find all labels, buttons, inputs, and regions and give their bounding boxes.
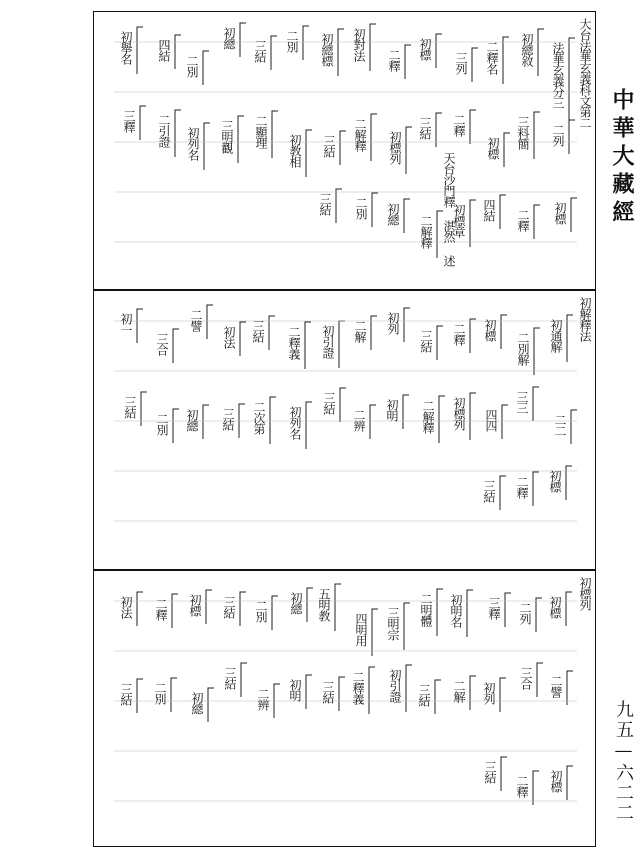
outline-entry: 二辨	[352, 409, 366, 431]
bracket-line	[307, 588, 313, 622]
bracket-line	[272, 111, 278, 158]
bracket-line	[303, 26, 309, 60]
bracket-line	[173, 329, 179, 363]
bracket-line	[470, 676, 476, 710]
outline-entry: 初總敘	[520, 33, 534, 66]
outline-entry: 二顯理	[254, 115, 268, 148]
outline-entry: 初法	[119, 596, 133, 618]
outline-entry: 三結	[417, 684, 431, 706]
bracket-line	[404, 199, 410, 233]
outline-entry: 初列	[386, 312, 400, 334]
bracket-line	[203, 405, 209, 439]
outline-entry: 初標	[483, 319, 497, 341]
outline-entry: 三結	[321, 681, 335, 703]
outline-entry: 三結	[223, 667, 237, 689]
outline-entry: 初總	[386, 203, 400, 225]
bracket-line	[171, 678, 177, 712]
outline-entry: 初標	[549, 770, 563, 792]
outline-entry: 二釋	[387, 49, 401, 71]
outline-entry: 三結	[119, 683, 133, 705]
outline-entry: 初標	[553, 202, 567, 224]
outline-entry: 三料簡	[516, 116, 530, 149]
bracket-line	[534, 112, 540, 159]
bracket-line	[504, 133, 510, 167]
bracket-line	[175, 35, 181, 69]
bracket-line	[470, 110, 476, 144]
bracket-line	[500, 195, 506, 229]
outline-entry: 二解釋	[353, 118, 367, 151]
bracket-line	[439, 396, 445, 443]
outline-entry: 三釋	[487, 597, 501, 619]
bracket-line	[567, 766, 573, 800]
outline-entry: 二列	[518, 602, 532, 624]
bracket-line	[241, 663, 247, 697]
bracket-line	[340, 131, 346, 165]
bracket-line	[569, 120, 575, 154]
outline-entry: 初標	[486, 137, 500, 159]
bracket-line	[175, 110, 181, 157]
bracket-line	[335, 584, 341, 631]
outline-entry: 三結	[419, 330, 433, 352]
canon-title: 中華大藏經	[609, 88, 635, 228]
outline-entry: 二別解	[516, 332, 530, 365]
panel-header: 大台法華玄義科文第二	[578, 18, 592, 128]
bracket-line	[370, 405, 376, 439]
outline-entry: 二二	[553, 414, 567, 436]
bracket-line	[472, 48, 478, 82]
bracket-line	[371, 114, 377, 161]
outline-entry: 初引證	[388, 669, 402, 702]
bracket-line	[571, 198, 577, 232]
outline-entry: 二明體	[419, 593, 433, 626]
bracket-line	[501, 315, 507, 349]
outline-entry: 二譬	[549, 675, 563, 697]
outline-entry: 三結	[318, 193, 332, 215]
outline-entry: 二別	[153, 682, 167, 704]
bracket-line	[306, 675, 312, 709]
outline-entry: 二釋名	[485, 41, 499, 74]
bracket-line	[538, 29, 544, 76]
bracket-line	[567, 315, 573, 362]
outline-entry: 三結	[221, 408, 235, 430]
outline-entry: 二釋	[452, 323, 466, 345]
outline-entry: 三結	[322, 135, 336, 157]
bracket-line	[503, 37, 509, 84]
outline-entry: 三結	[418, 117, 432, 139]
bracket-line	[436, 34, 442, 68]
outline-entry: 五明教	[317, 588, 331, 621]
bracket-line	[340, 388, 346, 422]
outline-entry: 初法	[222, 326, 236, 348]
outline-entry: 四結	[157, 39, 171, 61]
bracket-line	[534, 205, 540, 239]
outline-entry: 初列	[482, 682, 496, 704]
outline-entry: 初總	[190, 692, 204, 714]
bracket-line	[404, 603, 410, 650]
outline-entry: 三結	[222, 596, 236, 618]
outline-entry: 三列	[454, 52, 468, 74]
outline-entry: 初總標	[320, 33, 334, 66]
author-line: 天台沙門釋 湛然 述	[442, 152, 456, 266]
bracket-line	[470, 200, 476, 247]
bracket-line	[271, 36, 277, 70]
outline-entry: 三合	[519, 667, 533, 689]
bracket-line	[137, 592, 143, 626]
bracket-line	[435, 680, 441, 714]
bracket-line	[203, 51, 209, 85]
bracket-line	[467, 590, 473, 637]
bracket-line	[406, 665, 412, 712]
outline-entry: 初對法	[352, 28, 366, 61]
outline-entry: 初總	[222, 27, 236, 49]
outline-entry: 二釋義	[287, 326, 301, 359]
outline-entry: 二次第	[252, 401, 266, 434]
outline-entry: 三明宗	[386, 607, 400, 640]
outline-entry: 初引證	[321, 325, 335, 358]
bracket-line	[339, 677, 345, 711]
outline-entry: 三明觀	[220, 120, 234, 153]
bracket-line	[437, 589, 443, 636]
bracket-line	[270, 397, 276, 444]
outline-entry: 初標列	[452, 397, 466, 430]
bracket-line	[534, 328, 540, 375]
outline-entry: 三結	[483, 761, 497, 783]
outline-entry: 初明	[385, 399, 399, 421]
bracket-line	[500, 476, 506, 510]
outline-entry: 三結	[251, 320, 265, 342]
outline-entry: 二解	[452, 680, 466, 702]
bracket-line	[336, 189, 342, 223]
bracket-line	[501, 757, 507, 791]
bracket-line	[405, 45, 411, 79]
outline-entry: 二釋	[516, 209, 530, 231]
bracket-line	[406, 127, 412, 174]
bracket-line	[437, 326, 443, 360]
outline-entry: 初總	[185, 409, 199, 431]
bracket-line	[403, 395, 409, 429]
bracket-line	[569, 38, 575, 124]
outline-entry: 四明用	[354, 613, 368, 646]
outline-entry: 法華玄義分三	[551, 42, 565, 108]
outline-entry: 初教相	[288, 134, 302, 167]
outline-entry: 三結	[322, 392, 336, 414]
outline-entry: 初總	[289, 592, 303, 614]
outline-entry: 三三	[515, 391, 529, 413]
bracket-line	[173, 409, 179, 443]
outline-entry: 初標	[418, 38, 432, 60]
outline-entry: 二辨	[256, 688, 270, 710]
bracket-line	[470, 393, 476, 440]
scripture-page	[93, 11, 596, 847]
outline-entry: 初標	[188, 594, 202, 616]
outline-entry: 二解釋	[419, 215, 433, 248]
bracket-line	[306, 130, 312, 177]
outline-entry: 二別	[354, 197, 368, 219]
bracket-line	[137, 679, 143, 713]
outline-entry: 二釋義	[351, 671, 365, 704]
outline-entry: 初標	[548, 596, 562, 618]
bracket-line	[537, 663, 543, 697]
outline-entry: 初舉名	[119, 31, 133, 64]
outline-entry: 初明名	[449, 594, 463, 627]
bracket-line	[208, 688, 214, 722]
outline-entry: 三結	[253, 40, 267, 62]
bracket-line	[470, 319, 476, 353]
bracket-line	[533, 771, 539, 805]
bracket-line	[567, 671, 573, 705]
bracket-line	[240, 322, 246, 356]
outline-entry: 三釋	[122, 110, 136, 132]
bracket-line	[137, 309, 143, 343]
bracket-line	[533, 387, 539, 421]
outline-entry: 二別	[285, 30, 299, 52]
bracket-line	[502, 405, 508, 439]
outline-entry: 初標列	[388, 131, 402, 164]
bracket-line	[204, 123, 210, 170]
bracket-line	[238, 116, 244, 163]
outline-entry: 三合	[155, 333, 169, 355]
bracket-line	[240, 592, 246, 626]
outline-entry: 二引證	[157, 114, 171, 147]
outline-entry: 三結	[123, 396, 137, 418]
bracket-line	[339, 321, 345, 368]
outline-entry: 二譬	[189, 309, 203, 331]
panel-header: 初標列	[578, 577, 592, 610]
outline-entry: 初標	[548, 470, 562, 492]
bracket-line	[338, 29, 344, 76]
bracket-line	[369, 667, 375, 714]
bracket-line	[571, 410, 577, 444]
outline-entry: 二別	[185, 55, 199, 77]
outline-entry: 二列	[551, 124, 565, 146]
outline-panel-top	[93, 11, 596, 290]
bracket-line	[372, 193, 378, 227]
bracket-line	[370, 24, 376, 71]
bracket-line	[207, 305, 213, 339]
bracket-line	[206, 590, 212, 624]
outline-entry: 初列名	[288, 406, 302, 439]
bracket-line	[306, 402, 312, 449]
outline-entry: 三結	[482, 480, 496, 502]
outline-entry: 二別	[155, 413, 169, 435]
outline-entry: 二釋	[515, 775, 529, 797]
outline-entry: 初通解	[549, 319, 563, 352]
outline-entry: 初列名	[186, 127, 200, 160]
outline-entry: 初標章	[452, 204, 466, 237]
panel-header: 初解釋法	[578, 297, 592, 341]
bracket-line	[240, 23, 246, 57]
outline-entry: 初明	[288, 679, 302, 701]
outline-panel-middle	[93, 290, 596, 570]
bracket-line	[536, 598, 542, 632]
bracket-line	[500, 678, 506, 712]
outline-entry: 二釋	[452, 114, 466, 136]
bracket-line	[404, 308, 410, 342]
bracket-line	[137, 27, 143, 74]
bracket-line	[505, 593, 511, 627]
bracket-line	[172, 594, 178, 628]
outline-entry: 二解釋	[421, 400, 435, 433]
bracket-line	[305, 322, 311, 369]
outline-entry: 二釋	[154, 598, 168, 620]
bracket-line	[372, 609, 378, 656]
page-number: 九五—六二二	[613, 700, 634, 823]
outline-entry: 四四	[484, 409, 498, 431]
outline-entry: 二別	[254, 600, 268, 622]
outline-panel-bottom	[93, 570, 596, 847]
bracket-line	[533, 472, 539, 506]
outline-entry: 二釋	[515, 476, 529, 498]
outline-entry: 初一	[119, 313, 133, 335]
bracket-line	[140, 106, 146, 140]
outline-entry: 二解	[353, 320, 367, 342]
outline-entry: 四結	[482, 199, 496, 221]
bracket-line	[566, 592, 572, 626]
